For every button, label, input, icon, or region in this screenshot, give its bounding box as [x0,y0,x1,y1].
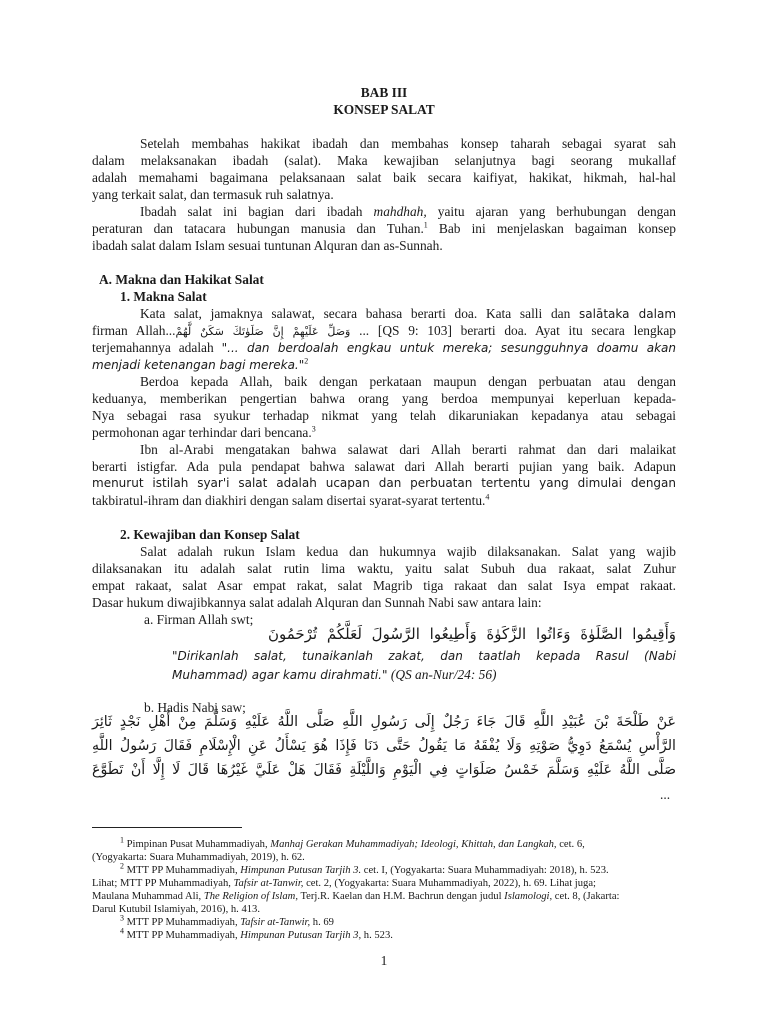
intro-p1-line: dalam melaksanakan ibadah (salat). Maka kewajiban selanjutnya bagi seorang mukallaf [92,153,676,168]
intro-p1-line: Setelah membahas hakikat ibadah dan membahas konsep taharah sebagai syarat sah [140,136,676,151]
hadith-text: عَنْ طَلْحَةَ بْنَ عُبَيْدِ اللَّهِ قَالَ جَاءَ رَجُلٌ إِلَى رَسُولِ اللَّهِ صَلَّى اللَّهُ عَلَيْهِ وَسَلَّمَ مِنْ أَهْلِ نَجْدٍ ثَائِرَ [92,714,676,730]
doa-line: Nya sebagai rasa syukur terhadap nikmat yang telah dikaruniakan kepadanya atau sebagai [92,408,676,423]
section-heading-a: A. Makna dan Hakikat Salat [99,272,264,287]
footnote-2: $^2$ MTT PP Muhammadiyah, Himpunan Putusan Tarjih 3. cet. I, (Yogyakarta: Suara Muhammadiyah: 2018), h. 523. [120,861,609,876]
footnote-2-cont: Darul Kutubil Islamiyah, 2016), h. 413. [92,904,261,915]
footnote-ref: 3 [311,424,316,434]
intro-p2-line: Ibadah salat ini bagian dari ibadah mahdhah, yaitu ajaran yang berhubungan dengan [140,204,676,219]
intro-p1-line: yang terkait salat, dan termasuk ruh salatnya. [92,187,334,202]
kewajiban-line: dilaksanakan itu adalah salat rutin lima waktu, yaitu salat Subuh dua rakaat, salat Zuhur [92,561,676,576]
doa-line: Berdoa kepada Allah, baik dengan perkataan maupun dengan perbuatan atau dengan [140,374,676,389]
makna-line: terjemahannya adalah "... dan berdoalah engkau untuk mereka; sesungguhnya doamu akan [92,340,676,355]
hadith-text: صَلَّى اللَّهُ عَلَيْهِ وَسَلَّمَ خَمْسُ صَلَوَاتٍ فِي الْيَوْمِ وَاللَّيْلَةِ فَقَالَ هَلْ عَلَيَّ غَيْرُهَا قَالَ لَا إِلَّا أَنْ تَطَوَّعَ [92,762,676,778]
chapter-title: KONSEP SALAT [333,102,435,117]
footnote-2-cont: Lihat; MTT PP Muhammadiyah, Tafsir at-Tanwir, cet. 2, (Yogyakarta: Suara Muhammadiyah, 2022), h. 69. Lihat juga; [92,878,596,889]
makna-line: Kata salat, jamaknya salawat, secara bahasa berarti doa. Kata salli dan salātaka dalam [140,306,677,321]
kewajiban-line: Dasar hukum diwajibkannya salat adalah Alquran dan Sunnah Nabi saw antara lain: [92,595,542,610]
footnote-ref: 4 [485,492,490,502]
subsection-heading-1: 1. Makna Salat [120,289,207,304]
verse-translation: Muhammad) agar kamu dirahmati." (QS an-Nur/24: 56) [172,667,497,682]
footnote-ref: 2 [304,356,309,366]
hadith-ellipsis: ... [660,787,671,802]
istilah-line: menurut istilah syar'i salat adalah ucapan dan perbuatan tertentu yang dimulai dengan [92,476,676,490]
list-item-b: b. Hadis Nabi saw; [144,700,246,715]
arabic-inline: وَصَلِّ عَلَيْهِمْ إِنَّ صَلَوٰتَكَ سَكَنٌ لَّهُمْ [175,325,351,338]
quran-verse: وَأَقِيمُوا الصَّلَوٰةَ وَءَاتُوا الزَّكَوٰةَ وَأَطِيعُوا الرَّسُولَ لَعَلَّكُمْ تُرْحَمُونَ [268,625,676,643]
list-item-a: a. Firman Allah swt; [144,612,254,627]
verse-translation: "Dirikanlah salat, tunaikanlah zakat, dan taatlah kepada Rasul (Nabi [172,649,676,663]
makna-line: menjadi ketenangan bagi mereka."$^2$ [92,356,309,372]
doa-line: permohonan agar terhindar dari bencana.$^3$ [92,424,316,440]
footnote-ref: 1 [423,220,428,230]
intro-p1-line: adalah memahami bagaimana pelaksanaan salat baik secara kaifiyat, hakikat, hikmah, hal-hal [92,170,676,185]
intro-p2-line: ibadah salat dalam Islam sesuai tuntunan Alquran dan as-Sunnah. [92,238,443,253]
makna-line: firman Allah...وَصَلِّ عَلَيْهِمْ إِنَّ صَلَوٰتَكَ سَكَنٌ لَّهُمْ ... [QS 9: 103] berarti doa. Ayat itu secara lengkap [92,323,676,338]
page-number: 1 [380,953,388,968]
footnote-1-cont: (Yogyakarta: Suara Muhammadiyah, 2019), h. 62. [92,852,305,863]
subsection-heading-2: 2. Kewajiban dan Konsep Salat [120,527,300,542]
doa-line: keduanya, memberikan pengertian bahwa orang yang berdoa mempunyai keperluan kepada- [92,391,676,406]
kewajiban-line: empat rakaat, salat Asar empat rakat, salat Magrib tiga rakaat dan salat Isya empat rakaat. [92,578,676,593]
hadith-text: الرَّأْسِ يُسْمَعُ دَوِيُّ صَوْتِهِ وَلَا يُفْقَهُ مَا يَقُولُ حَتَّى دَنَا فَإِذَا هُوَ يَسْأَلُ عَنِ الْإِسْلَامِ فَقَالَ رَسُولُ اللَّهِ [92,738,676,754]
footnote-separator [92,827,242,828]
footnote-1: $^1$ Pimpinan Pusat Muhammadiyah, Manhaj Gerakan Muhammadiyah; Ideologi, Khittah, dan Langkah, cet. 6, [120,835,585,850]
istilah-line: takbiratul-ihram dan diakhiri dengan salam disertai syarat-syarat tertentu.$^4$ [92,492,490,508]
istilah-line: Ibn al-Arabi mengatakan bahwa salawat dari Allah berarti rahmat dan dari malaikat [140,442,676,457]
chapter-label: BAB III [360,85,408,100]
intro-p2-line: peraturan dan tatacara hubungan manusia dan Tuhan.$^1$ Bab ini menjelaskan bagaiman konsep [92,220,676,236]
footnote-4: $^4$ MTT PP Muhammadiyah, Himpunan Putusan Tarjih 3, h. 523. [120,926,393,941]
istilah-line: berarti istigfar. Ada pula pendapat bahwa salawat dari Allah berarti pujian yang baik. Adapun [92,459,676,474]
footnote-2-cont: Maulana Muhammad Ali, The Religion of Islam, Terj.R. Kaelan dan H.M. Bachrun dengan judul Islamologi, cet. 8, (Jakarta: [92,891,620,902]
footnote-3: $^3$ MTT PP Muhammadiyah, Tafsir at-Tanwir, h. 69 [120,913,334,928]
kewajiban-line: Salat adalah rukun Islam kedua dan hukumnya wajib dilaksanakan. Salat yang wajib [140,544,676,559]
